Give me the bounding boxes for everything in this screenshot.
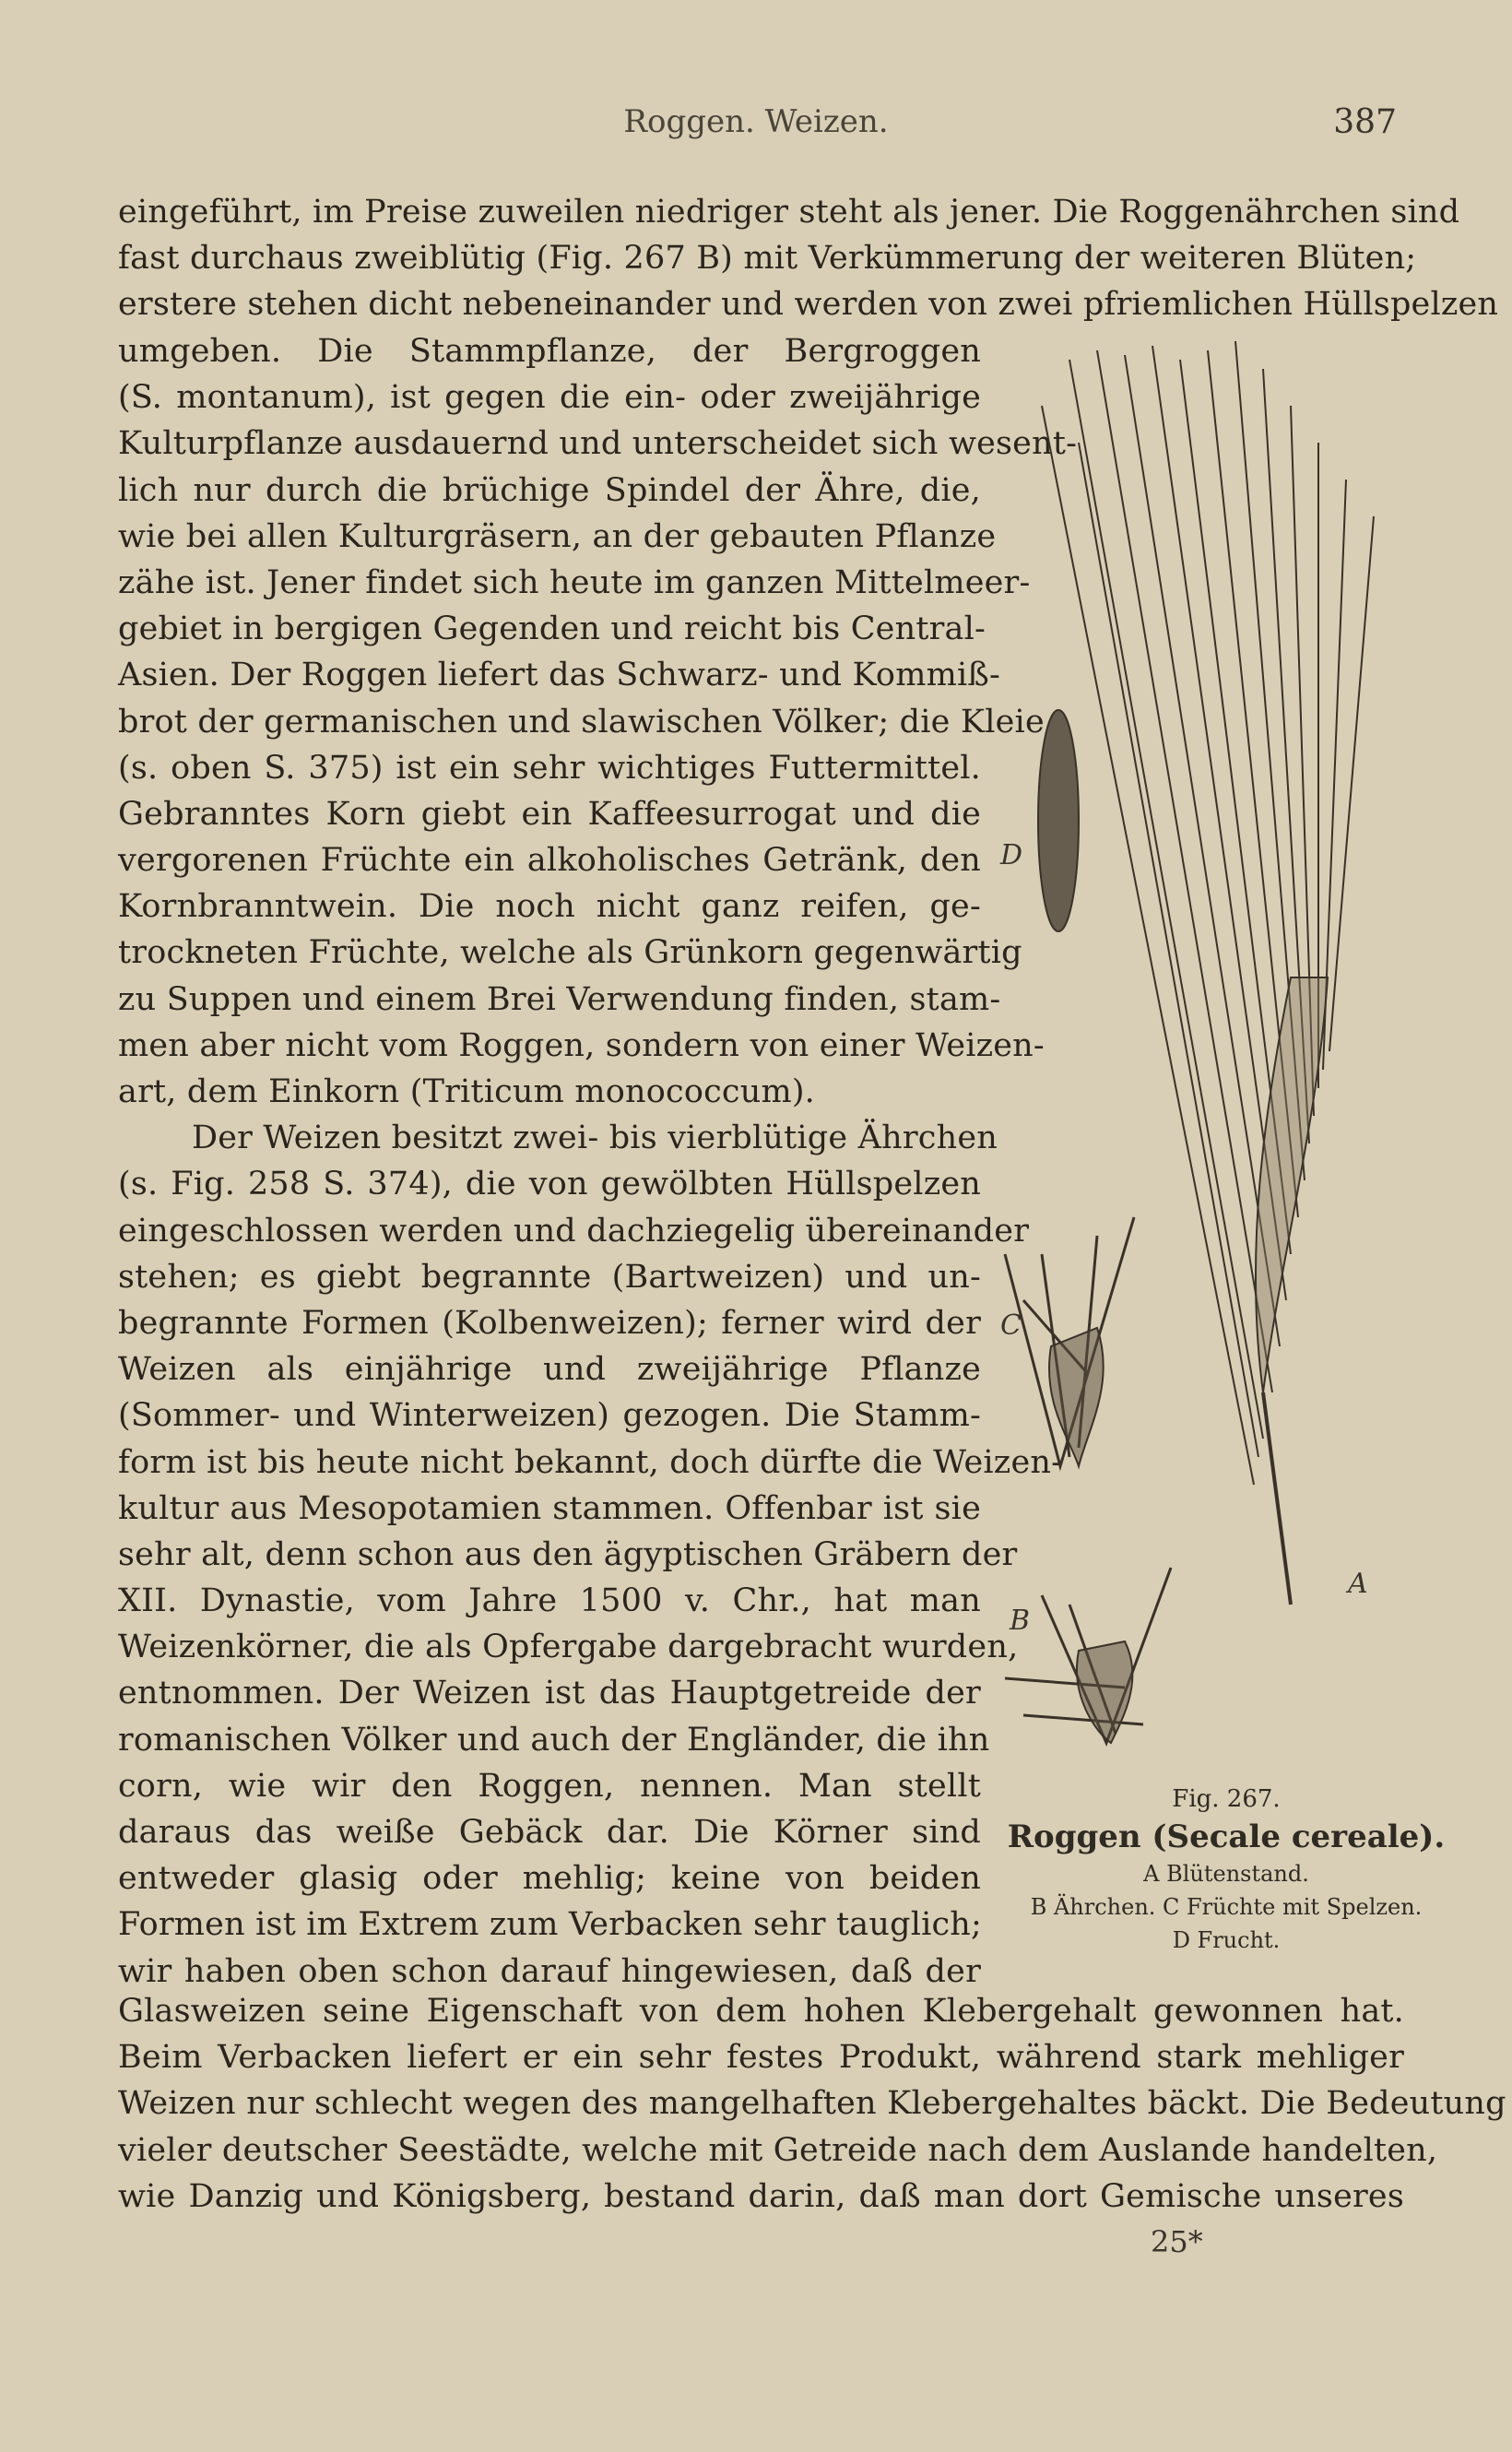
text-line: corn, wie wir den Roggen, nennen. Man stellt — [118, 1767, 981, 1805]
text-line: umgeben. Die Stammpflanze, der Bergroggen — [118, 333, 981, 370]
text-line: (s. Fig. 258 S. 374), die von gewölbten Hüllspelzen — [118, 1166, 981, 1203]
text-line: Formen ist im Extrem zum Verbacken sehr tauglich; — [118, 1906, 983, 1944]
text-line: XII. Dynastie, vom Jahre 1500 v. Chr., hat man — [118, 1582, 981, 1620]
header-title: Roggen. Weizen. — [623, 103, 889, 140]
text-line: brot der germanischen und slawischen Völker; die Kleie — [118, 703, 1045, 740]
label-a: A — [1348, 1568, 1368, 1600]
page-number: 387 — [1333, 103, 1397, 141]
text-line: entweder glasig oder mehlig; keine von beiden — [118, 1860, 981, 1898]
signature-mark: 25* — [1151, 2224, 1203, 2259]
text-line: Kulturpflanze ausdauernd und unterscheidet sich wesent- — [118, 425, 1078, 463]
body-text-top — [118, 189, 1499, 328]
text-line: wie Danzig und Königsberg, bestand darin, daß man dort Gemische unseres — [118, 2177, 1404, 2215]
text-line: begrannte Formen (Kolbenweizen); ferner wird der — [118, 1304, 981, 1342]
text-line: romanischen Völker und auch der Engländer, die ihn — [118, 1721, 990, 1759]
text-line: (S. montanum), ist gegen die ein- oder zweijährige — [118, 379, 981, 417]
text-line: form ist bis heute nicht bekannt, doch dürfte die Weizen- — [118, 1443, 1063, 1481]
text-line: stehen; es giebt begrannte (Bartweizen) und un- — [118, 1258, 981, 1296]
text-line: Beim Verbacken liefert er ein sehr festes Produkt, während stark mehliger — [118, 2039, 1404, 2077]
figure-title: Roggen (Secale cereale). — [1007, 1818, 1446, 1855]
text-line: wie bei allen Kulturgräsern, an der gebauten Pflanze — [118, 517, 997, 555]
body-text-bottom — [118, 1988, 1506, 2220]
text-line: sehr alt, denn schon aus den ägyptischen Gräbern der — [118, 1535, 1018, 1573]
text-line: Kornbranntwein. Die noch nicht ganz reifen, ge- — [118, 888, 981, 926]
figure-number: Fig. 267. — [1172, 1785, 1281, 1813]
label-c: C — [1000, 1309, 1022, 1342]
text-line: Weizen nur schlecht wegen des mangelhaften Klebergehaltes bäckt. Die Bedeutung — [118, 2085, 1506, 2123]
text-line: art, dem Einkorn (Triticum monococcum). — [118, 1073, 816, 1110]
text-line: Gebranntes Korn giebt ein Kaffeesurrogat und die — [118, 795, 981, 833]
text-line: Asien. Der Roggen liefert das Schwarz- und Kommiß- — [118, 657, 1000, 694]
text-line: zu Suppen und einem Brei Verwendung finden, stam- — [118, 980, 1001, 1018]
text-line: wir haben oben schon darauf hingewiesen, daß der — [118, 1952, 981, 1990]
label-d: D — [1000, 839, 1023, 871]
figure-legend-3: D Frucht. — [1172, 1927, 1281, 1953]
figure-legend-1: A Blütenstand. — [1143, 1861, 1309, 1887]
text-line: entnommen. Der Weizen ist das Hauptgetreide der — [118, 1675, 981, 1712]
text-line: vergorenen Früchte ein alkoholisches Getränk, den — [118, 842, 981, 880]
rye-illustration — [986, 332, 1466, 1771]
text-line: fast durchaus zweiblütig (Fig. 267 B) mit Verkümmerung der weiteren Blüten; — [118, 240, 1417, 278]
text-line: (s. oben S. 375) ist ein sehr wichtiges Futtermittel. — [118, 749, 981, 787]
text-line: lich nur durch die brüchige Spindel der Ähre, die, — [118, 471, 981, 509]
text-line: Glasweizen seine Eigenschaft von dem hohen Klebergehalt gewonnen hat. — [118, 1993, 1404, 2030]
text-line: trockneten Früchte, welche als Grünkorn gegenwärtig — [118, 934, 1022, 972]
text-line: Der Weizen besitzt zwei- bis vierblütige Ährchen — [192, 1119, 998, 1157]
text-line: vieler deutscher Seestädte, welche mit Getreide nach dem Auslande handelten, — [118, 2131, 1438, 2169]
text-line: zähe ist. Jener findet sich heute im ganzen Mittelmeer- — [118, 563, 1031, 601]
running-header — [0, 103, 1512, 149]
text-line: eingeführt, im Preise zuweilen niedriger steht als jener. Die Roggenährchen sind — [118, 194, 1460, 231]
text-line: kultur aus Mesopotamien stammen. Offenbar ist sie — [118, 1489, 981, 1527]
body-text-wrapped — [118, 328, 1078, 1995]
rye-drawing — [986, 332, 1466, 1771]
label-b: B — [1010, 1605, 1031, 1637]
figure-caption — [996, 1785, 1457, 1955]
text-line: eingeschlossen werden und dachziegelig übereinander — [118, 1212, 1030, 1250]
figure-legend-2: B Ährchen. C Früchte mit Spelzen. — [1030, 1894, 1423, 1920]
text-line: Weizen als einjährige und zweijährige Pflanze — [118, 1351, 981, 1389]
text-line: (Sommer- und Winterweizen) gezogen. Die Stamm- — [118, 1397, 981, 1435]
text-line: daraus das weiße Gebäck dar. Die Körner sind — [118, 1814, 981, 1851]
text-line: Weizenkörner, die als Opfergabe dargebracht wurden, — [118, 1629, 1019, 1666]
text-line: men aber nicht vom Roggen, sondern von einer Weizen- — [118, 1026, 1045, 1064]
text-line: erstere stehen dicht nebeneinander und werden von zwei pfriemlichen Hüllspelzen — [118, 286, 1499, 324]
text-line: gebiet in bergigen Gegenden und reicht bis Central- — [118, 610, 986, 648]
